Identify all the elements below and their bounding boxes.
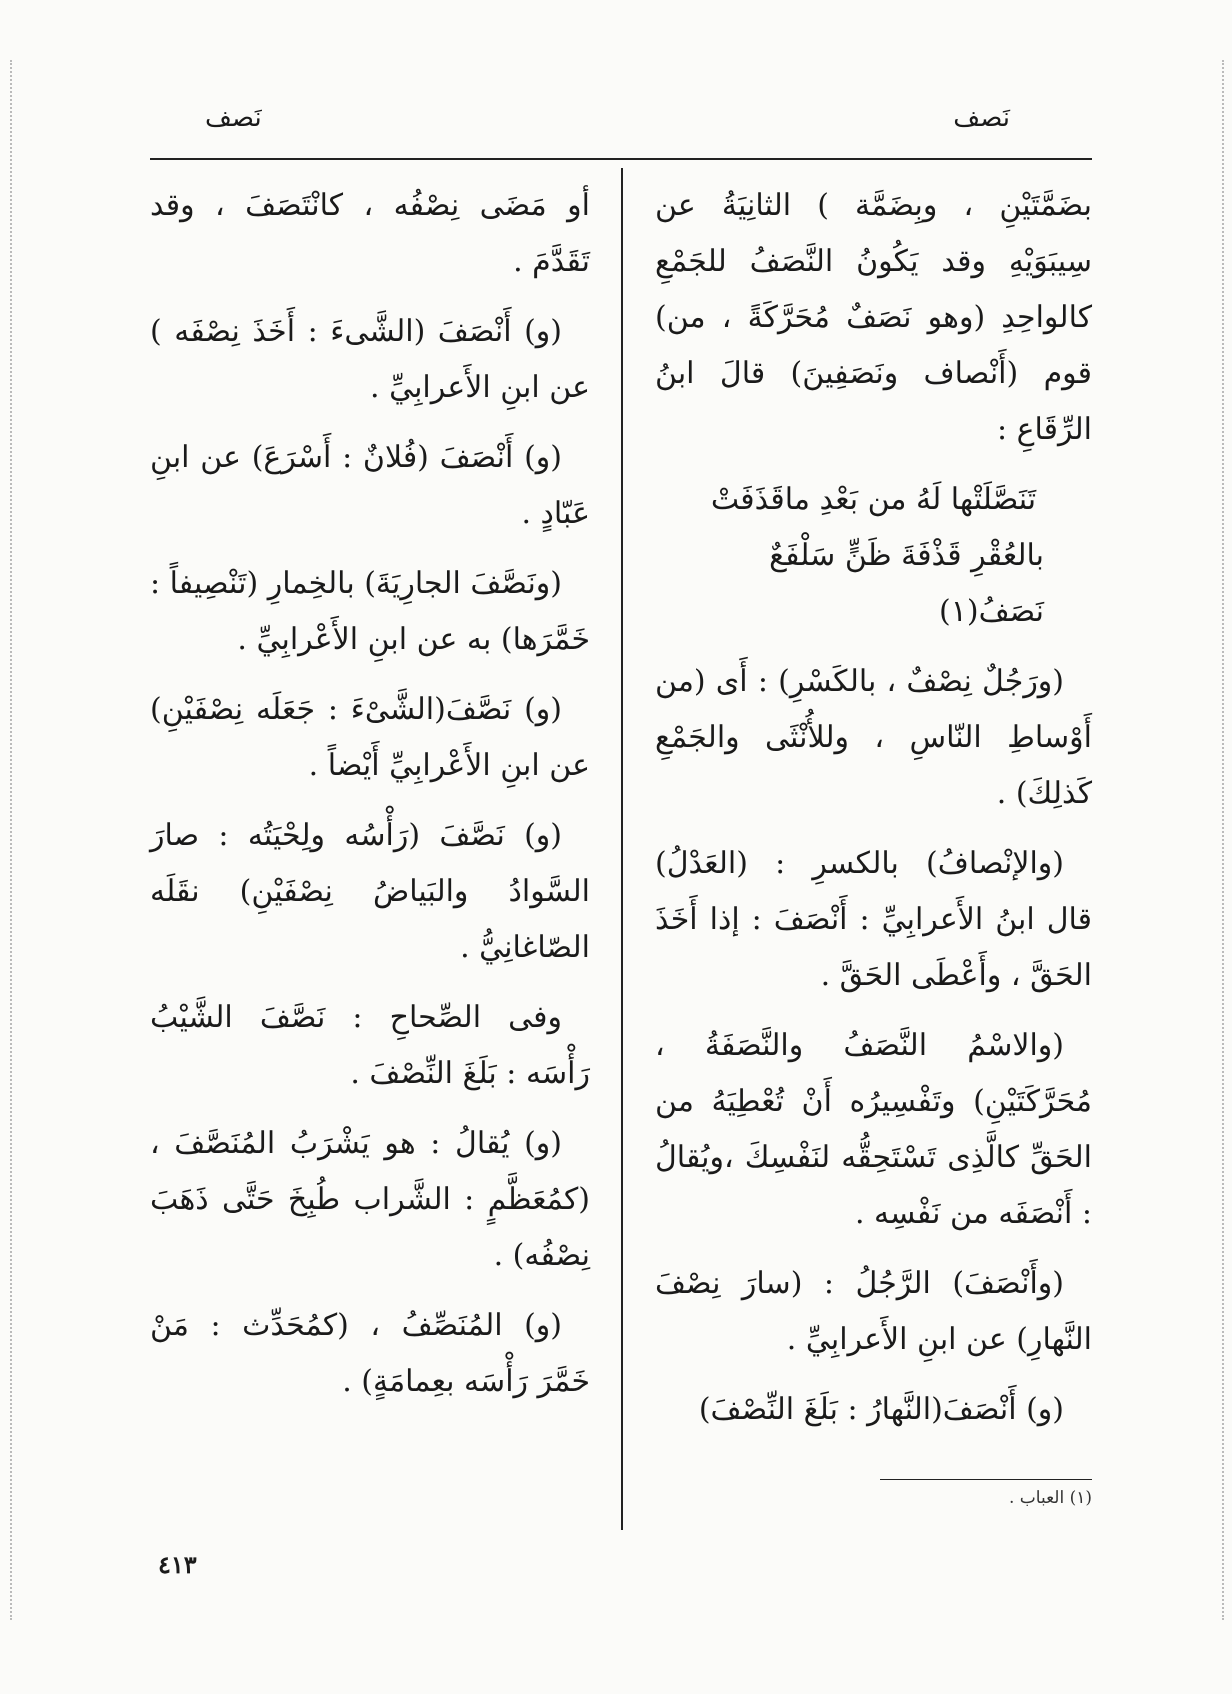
paragraph: وفى الصِّحاحِ : نَصَّفَ الشَّيْبُ رَأْسَه : بَلَغَ النِّصْفَ . xyxy=(150,1000,590,1091)
verse-hemistich-2: بالعُقْرِ قَذْفَةَ ظَنٍّ سَلْفَعٌ نَصَفُ(١) xyxy=(769,538,1044,629)
poetry-verse xyxy=(655,472,1092,640)
paragraph: (و) أَنْصَفَ (فُلانٌ : أَسْرَعَ) عن ابنِ عَبّادٍ . xyxy=(150,440,590,531)
header-rule xyxy=(150,158,1092,160)
paragraph: (ورَجُلٌ نِصْفٌ ، بالكَسْرِ) : أَى (من أَوْساطِ النّاسِ ، وللأُنْثَى والجَمْعِ كَذلِكَ) . xyxy=(655,664,1092,811)
running-header-right: نَصف xyxy=(953,103,1010,133)
right-column xyxy=(655,178,1092,1452)
left-column xyxy=(150,178,590,1424)
paragraph: بضَمَّتَيْنِ ، وبِضَمَّة ) الثانِيَةُ عن سِيبَوَيْهِ وقد يَكُونُ النَّصَفُ للجَمْعِ كالواحِدِ (وهو نَصَفٌ مُحَرَّكَةً ، من) قوم (أَنْصاف ونَصَفِينَ) قالَ ابنُ الرِّقَاعِ : xyxy=(655,188,1092,447)
scan-edge-left xyxy=(10,60,12,1620)
footnote: (١) العباب . xyxy=(1008,1488,1092,1508)
paragraph: أو مَضَى نِصْفُه ، كانْتَصَفَ ، وقد تَقَدَّمَ . xyxy=(150,188,590,279)
paragraph: (و) أَنْصَفَ(النَّهارُ : بَلَغَ النِّصْفَ) xyxy=(698,1392,1064,1427)
column-divider xyxy=(621,168,623,1530)
scan-edge-right xyxy=(1222,60,1224,1620)
paragraph: (و) أَنْصَفَ (الشَّىءَ : أَخَذَ نِصْفَه ) عن ابنِ الأَعرابِيِّ . xyxy=(150,314,590,405)
paragraph: (والإنْصافُ) بالكسرِ : (العَدْلُ) قال ابنُ الأَعرابِيِّ : أَنْصَفَ : إذا أَخَذَ الحَقَّ ، وأَعْطَى الحَقَّ . xyxy=(655,846,1092,993)
paragraph: (و) يُقالُ : هو يَشْرَبُ المُنَصَّفَ ، (كمُعَظَّمٍ : الشَّراب طُبِخَ حَتَّى ذَهَبَ نِصْفُه) . xyxy=(150,1126,590,1273)
paragraph: (و) نَصَّفَ (رَأْسُه ولِحْيَتُه : صارَ السَّوادُ والبَياضُ نِصْفَيْنِ) نقَلَه الصّاغانِيُّ . xyxy=(150,818,590,965)
footnote-rule xyxy=(880,1479,1092,1480)
paragraph: (ونَصَّفَ الجارِيَةَ) بالخِمارِ (تَنْصِيفاً : خَمَّرَها) به عن ابنِ الأَعْرابِيِّ . xyxy=(150,566,590,657)
running-header-left: نَصف xyxy=(205,103,262,133)
paragraph: (و) المُنَصِّفُ ، (كمُحَدِّث : مَنْ خَمَّرَ رَأْسَه بعِمامَةٍ) . xyxy=(150,1308,590,1399)
paragraph: (والاسْمُ النَّصَفُ والنَّصَفَةُ ، مُحَرَّكَتَيْنِ) وتَفْسِيرُه أَنْ تُعْطِيَهُ من الحَقِّ كالَّذِى تَسْتَحِقُّه لنَفْسِكَ ،ويُقالُ : أَنْصَفَه من نَفْسِه . xyxy=(655,1028,1092,1231)
page-number: ٤١٣ xyxy=(158,1550,197,1579)
verse-hemistich-1: تَنَصَّلَتْها لَهُ من بَعْدِ ماقَذَفَتْ xyxy=(710,482,1037,517)
paragraph: (و) نَصَّفَ(الشَّىْءَ : جَعَلَه نِصْفَيْنِ) عن ابنِ الأَعْرابِيِّ أَيْضاً . xyxy=(150,692,590,783)
paragraph: (وأَنْصَفَ) الرَّجُلُ : (سارَ نِصْفَ النَّهارِ) عن ابنِ الأَعرابِيِّ . xyxy=(655,1266,1092,1357)
